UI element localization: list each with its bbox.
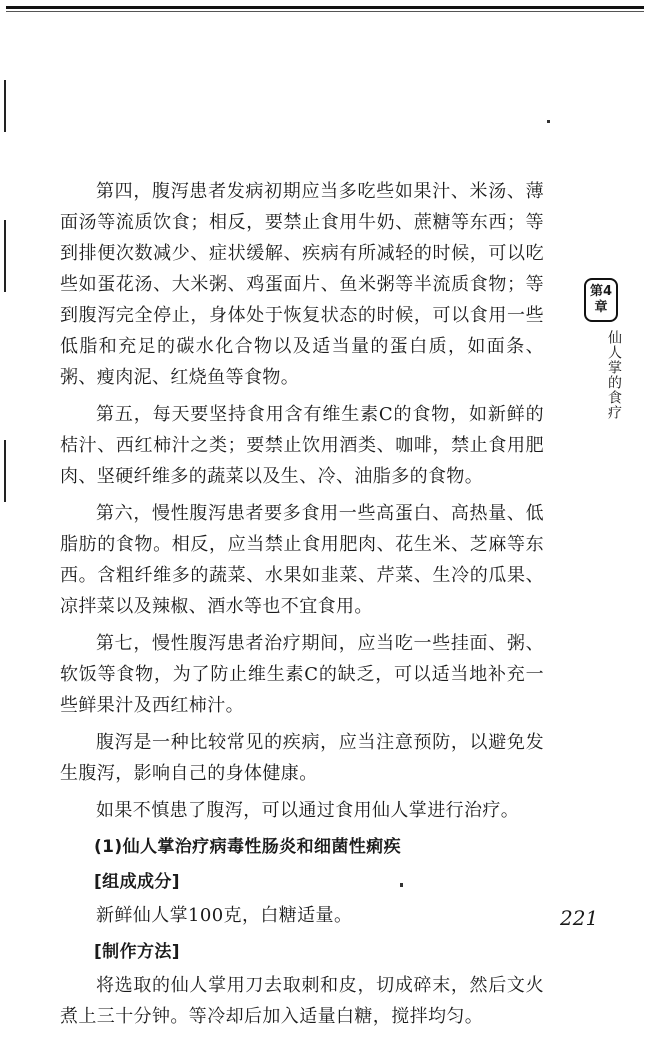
method-tag: [制作方法] (94, 942, 180, 962)
page-body (60, 176, 544, 1038)
binding-mark (4, 440, 6, 502)
scan-speck (400, 883, 403, 887)
composition-text: 新鲜仙人掌100克，白糖适量。 (96, 905, 353, 926)
binding-mark (4, 220, 6, 292)
paragraph: 如果不慎患了腹泻，可以通过食用仙人掌进行治疗。 (96, 800, 520, 821)
header-rule (6, 6, 644, 9)
chapter-tab (584, 278, 622, 420)
paragraph: 第五，每天要坚持食用含有维生素C的食物，如新鲜的桔汁、西红柿汁之类；要禁止饮用酒类、咖啡，禁止食用肥肉、坚硬纤维多的蔬菜以及生、冷、油脂多的食物。 (60, 404, 544, 487)
paragraph: 第六，慢性腹泻患者要多食用一些高蛋白、高热量、低脂肪的食物。相反，应当禁止食用肥肉、花生米、芝麻等东西。含粗纤维多的蔬菜、水果如韭菜、芹菜、生冷的瓜果、凉拌菜以及辣椒、酒水等也不宜食用。 (60, 503, 544, 617)
chapter-title: 仙人掌的食疗 (606, 330, 622, 420)
chapter-badge: 第4章 (584, 278, 618, 322)
binding-mark (4, 80, 6, 132)
scan-speck (547, 120, 550, 123)
paragraph: 第七，慢性腹泻患者治疗期间，应当吃一些挂面、粥、软饭等食物，为了防止维生素C的缺乏，可以适当地补充一些鲜果汁及西红柿汁。 (60, 633, 544, 716)
header-rule-thin (6, 11, 644, 12)
composition-tag: [组成成分] (94, 872, 180, 892)
recipe-title: (1)仙人掌治疗病毒性肠炎和细菌性痢疾 (94, 837, 401, 857)
paragraph: 腹泻是一种比较常见的疾病，应当注意预防，以避免发生腹泻，影响自己的身体健康。 (60, 732, 544, 784)
method-text: 将选取的仙人掌用刀去取刺和皮，切成碎末，然后文火煮上三十分钟。等冷却后加入适量白糖，搅拌均匀。 (60, 975, 544, 1027)
paragraph: 第四，腹泻患者发病初期应当多吃些如果汁、米汤、薄面汤等流质饮食；相反，要禁止食用牛奶、蔗糖等东西；等到排便次数减少、症状缓解、疾病有所减轻的时候，可以吃些如蛋花汤、大米粥、鸡蛋面片、鱼米粥等半流质食物；等到腹泻完全停止，身体处于恢复状态的时候，可以食用一些低脂和充足的碳水化合物以及适当量的蛋白质，如面条、粥、瘦肉泥、红烧鱼等食物。 (60, 181, 544, 388)
page-number: 221 (560, 906, 599, 930)
